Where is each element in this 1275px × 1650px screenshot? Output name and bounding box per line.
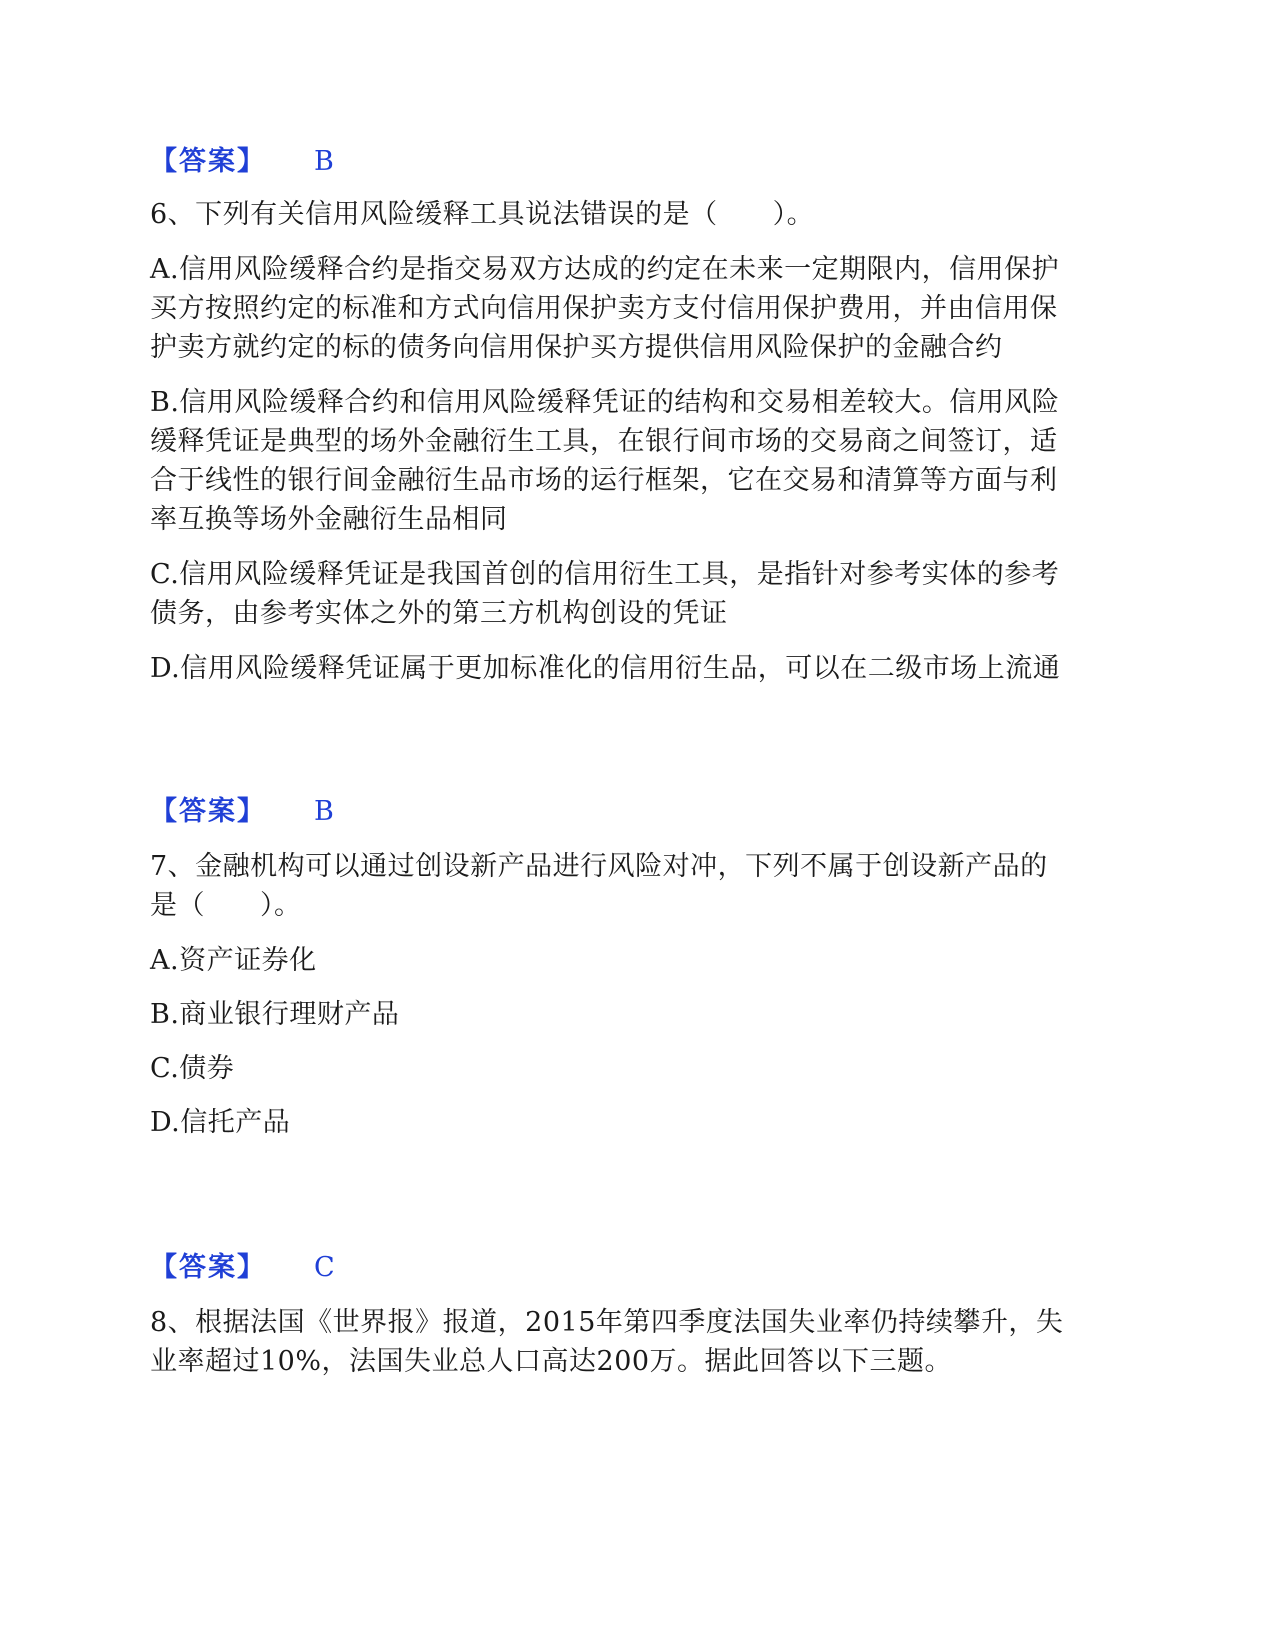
answer-label: 【答案】 bbox=[150, 146, 266, 177]
answer-7 bbox=[150, 1249, 1120, 1287]
question-7-stem-line-1: 7、金融机构可以通过创设新产品进行风险对冲，下列不属于创设新产品的 bbox=[150, 851, 1048, 882]
answer-label: 【答案】 bbox=[150, 796, 266, 827]
q7-option-a: A.资产证券化 bbox=[150, 945, 317, 976]
answer-value: B bbox=[314, 796, 335, 827]
answer-value: C bbox=[314, 1252, 336, 1283]
q6-option-c-line-2: 债务，由参考实体之外的第三方机构创设的凭证 bbox=[150, 598, 728, 629]
q6-option-a-line-2: 买方按照约定的标准和方式向信用保护卖方支付信用保护费用，并由信用保 bbox=[150, 293, 1058, 324]
q6-option-b-line-1: B.信用风险缓释合约和信用风险缓释凭证的结构和交易相差较大。信用风险 bbox=[150, 387, 1060, 418]
question-8-stem-line-2: 业率超过10%，法国失业总人口高达200万。据此回答以下三题。 bbox=[150, 1346, 953, 1377]
q6-option-a-line-3: 护卖方就约定的标的债务向信用保护买方提供信用风险保护的金融合约 bbox=[150, 332, 1003, 363]
q6-option-c-line-1: C.信用风险缓释凭证是我国首创的信用衍生工具，是指针对参考实体的参考 bbox=[150, 559, 1060, 590]
question-8-stem-line-1: 8、根据法国《世界报》报道，2015年第四季度法国失业率仍持续攀升，失 bbox=[150, 1307, 1064, 1338]
q7-option-b: B.商业银行理财产品 bbox=[150, 999, 400, 1030]
q6-option-b-line-2: 缓释凭证是典型的场外金融衍生工具，在银行间市场的交易商之间签订，适 bbox=[150, 426, 1058, 457]
q6-option-a-line-1: A.信用风险缓释合约是指交易双方达成的约定在未来一定期限内，信用保护 bbox=[150, 254, 1060, 285]
q6-option-d: D.信用风险缓释凭证属于更加标准化的信用衍生品，可以在二级市场上流通 bbox=[150, 653, 1061, 684]
question-6-stem: 6、下列有关信用风险缓释工具说法错误的是（ ）。 bbox=[150, 199, 815, 230]
q6-option-b-line-4: 率互换等场外金融衍生品相同 bbox=[150, 504, 508, 535]
question-7-stem-line-2: 是（ ）。 bbox=[150, 890, 302, 921]
answer-label: 【答案】 bbox=[150, 1252, 266, 1283]
q6-option-b-line-3: 合于线性的银行间金融衍生品市场的运行框架，它在交易和清算等方面与利 bbox=[150, 465, 1058, 496]
answer-5 bbox=[150, 143, 1120, 181]
answer-6 bbox=[150, 793, 1120, 831]
answer-value: B bbox=[314, 146, 335, 177]
q7-option-d: D.信托产品 bbox=[150, 1107, 291, 1138]
q7-option-c: C.债券 bbox=[150, 1053, 235, 1084]
